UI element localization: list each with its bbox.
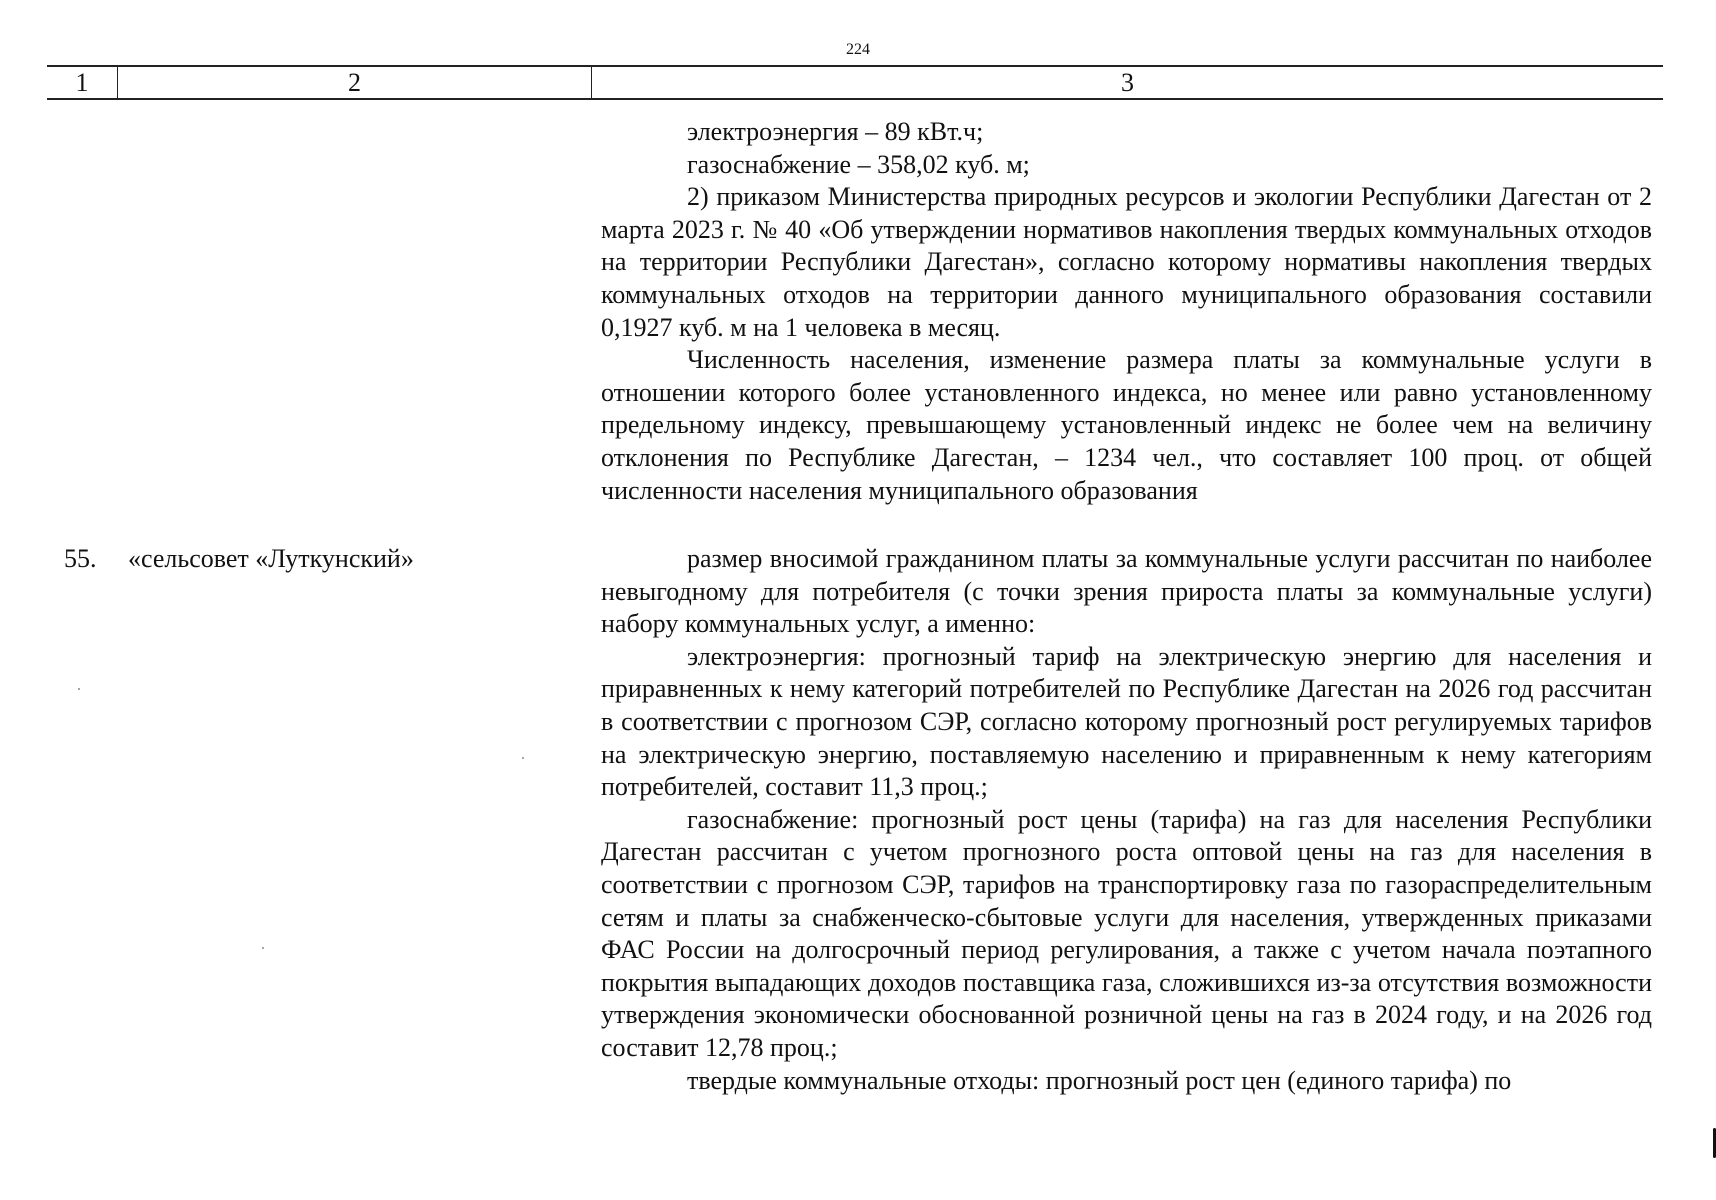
paragraph-population: Численность населения, изменение размера платы за коммунальные услуги в отношении которого более установленного индекса, но менее или равно установленному предельному индексу, превышающему установленный индекс не более чем на величину отклонения по Республике Дагестан, – 1234 чел., что составляет 100 проц. от общей численности населения муниципального образования <box>601 345 1652 505</box>
paragraph-waste-tariff: твердые коммунальные отходы: прогнозный рост цен (единого тарифа) по <box>687 1065 1512 1095</box>
paragraph-waste-order: 2) приказом Министерства природных ресурсов и экологии Республики Дагестан от 2 марта 2023 г. № 40 «Об утверждении нормативов накопления твердых коммунальных отходов на территории Республики Дагестан», согласно которому нормативы накопления твердых коммунальных отходов на территории данного муниципального образования составили 0,1927 куб. м на 1 человека в месяц. <box>601 182 1652 342</box>
row-number: 55. <box>64 544 97 573</box>
scan-speck <box>262 947 264 949</box>
scan-speck <box>522 757 524 759</box>
continued-row-text <box>601 116 1652 507</box>
paragraph-electricity-tariff: электроэнергия: прогнозный тариф на электрическую энергию для населения и приравненных к нему категорий потребителей по Республике Дагестан на 2026 год рассчитан в соответствии с прогнозом СЭР, согласно которому прогнозный рост регулируемых тарифов на электрическую энергию, поставляемую населению и приравненным к нему категориям потребителей, составит 11,3 проц.; <box>601 641 1652 802</box>
municipality-name: «сельсовет «Луткунский» <box>128 544 414 573</box>
scan-speck <box>78 688 80 690</box>
table-header-col-1: 1 <box>75 67 89 97</box>
table-header-col-3: 3 <box>591 67 1663 98</box>
page-number: 224 <box>846 41 870 58</box>
paragraph-gas-norm: газоснабжение – 358,02 куб. м; <box>687 149 1030 179</box>
row-55-text <box>601 543 1652 1097</box>
paragraph-electricity-norm: электроэнергия – 89 кВт.ч; <box>687 117 984 146</box>
table-header <box>47 65 1663 100</box>
paragraph-gas-tariff: газоснабжение: прогнозный рост цены (тарифа) на газ для населения Республики Дагестан рассчитан с учетом прогнозного роста оптовой цены на газ для населения в соответствии с прогнозом СЭР, тарифов на транспортировку газа по газораспределительным сетям и платы за снабженческо-сбытовые услуги для населения, утвержденных приказами ФАС России на долгосрочный период регулирования, а также с учетом начала поэтапного покрытия выпадающих доходов поставщика газа, сложившихся из-за отсутствия возможности утверждения экономически обоснованной розничной цены на газ в 2024 году, и на 2026 год составит 12,78 проц.; <box>601 804 1652 1062</box>
table-header-col-2: 2 <box>117 67 591 98</box>
paragraph-payment-size: размер вносимой гражданином платы за коммунальные услуги рассчитан по наиболее невыгодному для потребителя (с точки зрения прироста платы за коммунальные услуги) набору коммунальных услуг, а именно: <box>601 544 1652 639</box>
